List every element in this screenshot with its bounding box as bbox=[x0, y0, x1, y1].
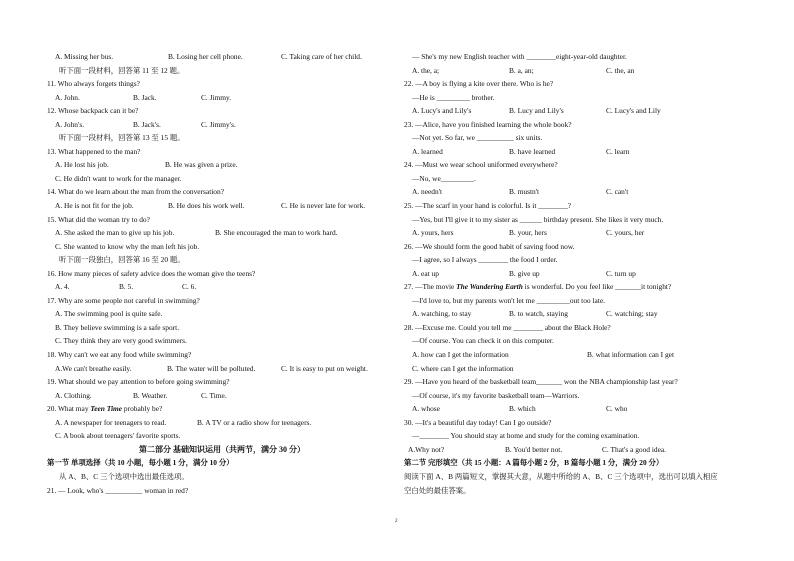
question-line: 14. What do we learn about the man from the conversation? bbox=[47, 187, 224, 197]
answer-option-b: B. The water will be polluted. bbox=[167, 363, 256, 373]
answer-option-b: B. Weather. bbox=[133, 390, 168, 400]
option-row bbox=[404, 267, 754, 281]
answer-option-a: A. needn't bbox=[412, 187, 443, 197]
question-text: is wonderful. Do you feel like _______it tonight? bbox=[522, 282, 672, 292]
dialogue-line: —Of course. You can check it on this computer. bbox=[412, 336, 554, 346]
answer-option-b: B. Jack's. bbox=[133, 119, 161, 129]
option-row bbox=[404, 307, 754, 321]
answer-option-b: B. Losing her cell phone. bbox=[168, 52, 243, 61]
answer-option-c: C. watching; stay bbox=[606, 309, 658, 319]
answer-option-a: A. eat up bbox=[412, 268, 439, 278]
answer-option-b: B. She encouraged the man to work hard. bbox=[215, 228, 338, 238]
left-column bbox=[47, 50, 397, 497]
question-line: 30. —It's a beautiful day today! Can I go outside? bbox=[404, 417, 552, 427]
instruction-line: 听下面一段材料，回答第 11 至 12 题。 bbox=[59, 65, 185, 75]
option-row bbox=[47, 416, 397, 430]
answer-option-c: C. 6. bbox=[182, 282, 197, 292]
answer-option-a: A. She asked the man to give up his job. bbox=[55, 228, 175, 238]
answer-option-b: B. Lucy and Lily's bbox=[509, 106, 564, 116]
option-row bbox=[47, 226, 397, 240]
dialogue-line: —I agree, so I always ________ the food I order. bbox=[412, 255, 558, 265]
answer-option-c: C. who bbox=[606, 404, 628, 414]
answer-option-b: B. mustn't bbox=[509, 187, 540, 197]
instruction-line: 听下面一段材料，回答第 13 至 15 题。 bbox=[59, 133, 185, 143]
answer-option-a: A. yours, hers bbox=[412, 228, 454, 238]
answer-option: C. He didn't want to work for the manager. bbox=[55, 173, 182, 183]
option-row bbox=[47, 158, 397, 172]
instruction-line: 听下面一段独白，回答第 16 至 20 题。 bbox=[59, 255, 185, 265]
answer-option-a: A. A newspaper for teenagers to read. bbox=[55, 417, 167, 427]
question-line: 阅读下面 A、B 两篇短文，掌握其大意，从题中所给的 A、B、C 三个选项中，选出可以填入相应 bbox=[404, 471, 718, 481]
answer-option-c: C. can't bbox=[606, 187, 629, 197]
option-row bbox=[404, 104, 754, 118]
answer-option-c: C. Taking care of her child. bbox=[281, 52, 362, 61]
section-title: 第二部分 基础知识运用（共两节，满分 30 分） bbox=[139, 444, 305, 454]
answer-option-a: A. how can I get the information bbox=[412, 350, 509, 360]
option-row bbox=[47, 118, 397, 132]
dialogue-line: —No, we_________. bbox=[412, 173, 476, 183]
right-column bbox=[404, 50, 754, 497]
question-line: 26. —We should form the good habit of saving food now. bbox=[404, 241, 575, 251]
answer-option-b: B. to watch, staying bbox=[509, 309, 568, 319]
option-row bbox=[404, 185, 754, 199]
answer-option-a: A.Why not? bbox=[408, 444, 445, 454]
answer-option-b: B. have learned bbox=[509, 146, 556, 156]
answer-option-a: A. whose bbox=[412, 404, 440, 414]
question-line: 15. What did the woman try to do? bbox=[47, 214, 150, 224]
dialogue-line: —Not yet. So far, we __________ six units. bbox=[412, 133, 543, 143]
question-line: 13. What happened to the man? bbox=[47, 146, 141, 156]
question-text: 20. What may bbox=[47, 404, 91, 414]
answer-option-c: C. the, an bbox=[606, 65, 635, 75]
question-line bbox=[404, 280, 754, 294]
answer-option-a: A. 4. bbox=[55, 282, 70, 292]
dialogue-line: —He is _________ brother. bbox=[412, 92, 495, 102]
answer-option-c: C. Time. bbox=[201, 390, 227, 400]
answer-option-c: C. yours, her bbox=[606, 228, 645, 238]
dialogue-line: —Yes, but I'll give it to my sister as ______ birthday present. She likes it very much. bbox=[412, 214, 664, 224]
question-line: 空白处的最佳答案。 bbox=[404, 485, 471, 495]
answer-option-b: B. He was given a prize. bbox=[165, 160, 238, 170]
answer-option-c: C. He is never late for work. bbox=[281, 201, 366, 211]
option-row bbox=[404, 145, 754, 159]
answer-option-a: A. He lost his job. bbox=[55, 160, 109, 170]
option-row bbox=[47, 50, 397, 64]
answer-option-c: C. turn up bbox=[606, 268, 636, 278]
answer-option-b: B. which bbox=[509, 404, 536, 414]
answer-option-b: B. 5. bbox=[119, 282, 134, 292]
answer-option-a: A. learned bbox=[412, 146, 443, 156]
question-text: 27. —The movie bbox=[404, 282, 457, 292]
answer-option-b: B. give up bbox=[509, 268, 540, 278]
answer-option: A. The swimming pool is quite safe. bbox=[55, 309, 163, 319]
answer-option-a: A. Missing her bus. bbox=[55, 52, 114, 61]
answer-option-a: A. the, a; bbox=[412, 65, 440, 75]
option-row bbox=[47, 280, 397, 294]
option-row bbox=[47, 362, 397, 376]
answer-option: C. A book about teenagers' favorite sports. bbox=[55, 431, 181, 441]
question-line: 11. Who always forgets things? bbox=[47, 79, 140, 89]
option-row bbox=[404, 226, 754, 240]
option-row bbox=[404, 64, 754, 78]
answer-option-b: B. Jack. bbox=[133, 92, 157, 102]
answer-option-c: C. Lucy's and Lily bbox=[606, 106, 661, 116]
answer-option: B. They believe swimming is a safe sport. bbox=[55, 322, 180, 332]
answer-option: C. where can I get the information bbox=[412, 363, 514, 373]
answer-option-a: A. He is not fit for the job. bbox=[55, 201, 134, 211]
answer-option-a: A.We can't breathe easily. bbox=[55, 363, 132, 373]
option-row bbox=[404, 443, 754, 457]
option-row bbox=[47, 199, 397, 213]
answer-option-b: B. A TV or a radio show for teenagers. bbox=[197, 417, 312, 427]
section-heading: 第一节 单项选择（共 10 小题，每小题 1 分，满分 10 分） bbox=[47, 458, 234, 468]
answer-option-a: A. Lucy's and Lily's bbox=[412, 106, 472, 116]
question-line: 17. Why are some people not careful in swimming? bbox=[47, 295, 200, 305]
answer-option-c: C. It is easy to put on weight. bbox=[281, 363, 368, 373]
question-line: 12. Whose backpack can it be? bbox=[47, 106, 139, 116]
question-line: 23. —Alice, have you finished learning the whole book? bbox=[404, 119, 572, 129]
option-row bbox=[404, 402, 754, 416]
section-heading: 第二节 完形填空（共 15 小题：A 篇每小题 2 分，B 篇每小题 1 分，满分 20 分） bbox=[404, 458, 664, 468]
question-line: 24. —Must we wear school uniformed everywhere? bbox=[404, 160, 558, 170]
title-emphasis: The Wandering Earth bbox=[456, 282, 523, 292]
answer-option-c: C. Jimmy's. bbox=[201, 119, 236, 129]
question-line: 25. —The scarf in your hand is colorful. Is it ________? bbox=[404, 201, 572, 211]
dialogue-line: —I'd love to, but my parents won't let me _________out too late. bbox=[412, 295, 605, 305]
answer-option-a: A. John's. bbox=[55, 119, 85, 129]
question-line: 19. What should we pay attention to before going swimming? bbox=[47, 377, 230, 387]
question-line bbox=[47, 402, 397, 416]
answer-option-a: A. John. bbox=[55, 92, 80, 102]
answer-option: C. They think they are very good swimmers. bbox=[55, 336, 187, 346]
answer-option-c: C. That's a good idea. bbox=[602, 444, 667, 454]
answer-option: C. She wanted to know why the man left his job. bbox=[55, 241, 200, 251]
question-line: 22. —A boy is flying a kite over there. Who is he? bbox=[404, 79, 554, 89]
answer-option-b: B. a, an; bbox=[509, 65, 534, 75]
answer-option-b: B. what information can I get bbox=[587, 350, 675, 360]
dialogue-line: —________ You should stay at home and study for the coming examination. bbox=[412, 431, 640, 441]
question-line: 28. —Excuse me. Could you tell me ________ about the Black Hole? bbox=[404, 322, 611, 332]
answer-option-a: A. Clothing. bbox=[55, 390, 92, 400]
question-line: 21. — Look, who's __________ woman in red? bbox=[47, 485, 189, 495]
question-line: 16. How many pieces of safety advice does the woman give the teens? bbox=[47, 268, 256, 278]
option-row bbox=[47, 91, 397, 105]
dialogue-line: —Of course, it's my favorite basketball team—Warriors. bbox=[412, 390, 580, 400]
question-line: 29. —Have you heard of the basketball team_______ won the NBA championship last year? bbox=[404, 377, 678, 387]
answer-option-b: B. He does his work well. bbox=[168, 201, 245, 211]
page-number: 2 bbox=[395, 519, 398, 524]
question-text: probably be? bbox=[122, 404, 163, 414]
title-emphasis: Teen Time bbox=[90, 404, 123, 414]
option-row bbox=[47, 389, 397, 403]
answer-option-b: B. your, hers bbox=[509, 228, 547, 238]
dialogue-line: — She's my new English teacher with ________eight-year-old daughter. bbox=[412, 52, 627, 61]
question-line: 18. Why can't we eat any food while swimming? bbox=[47, 350, 192, 360]
instruction-line: 从 A、B、C 三个选项中选出最佳选项。 bbox=[59, 471, 189, 481]
option-row bbox=[404, 348, 754, 362]
answer-option-b: B. You'd better not. bbox=[505, 444, 563, 454]
answer-option-a: A. watching, to stay bbox=[412, 309, 472, 319]
answer-option-c: C. Jimmy. bbox=[201, 92, 232, 102]
answer-option-c: C. learn bbox=[606, 146, 630, 156]
